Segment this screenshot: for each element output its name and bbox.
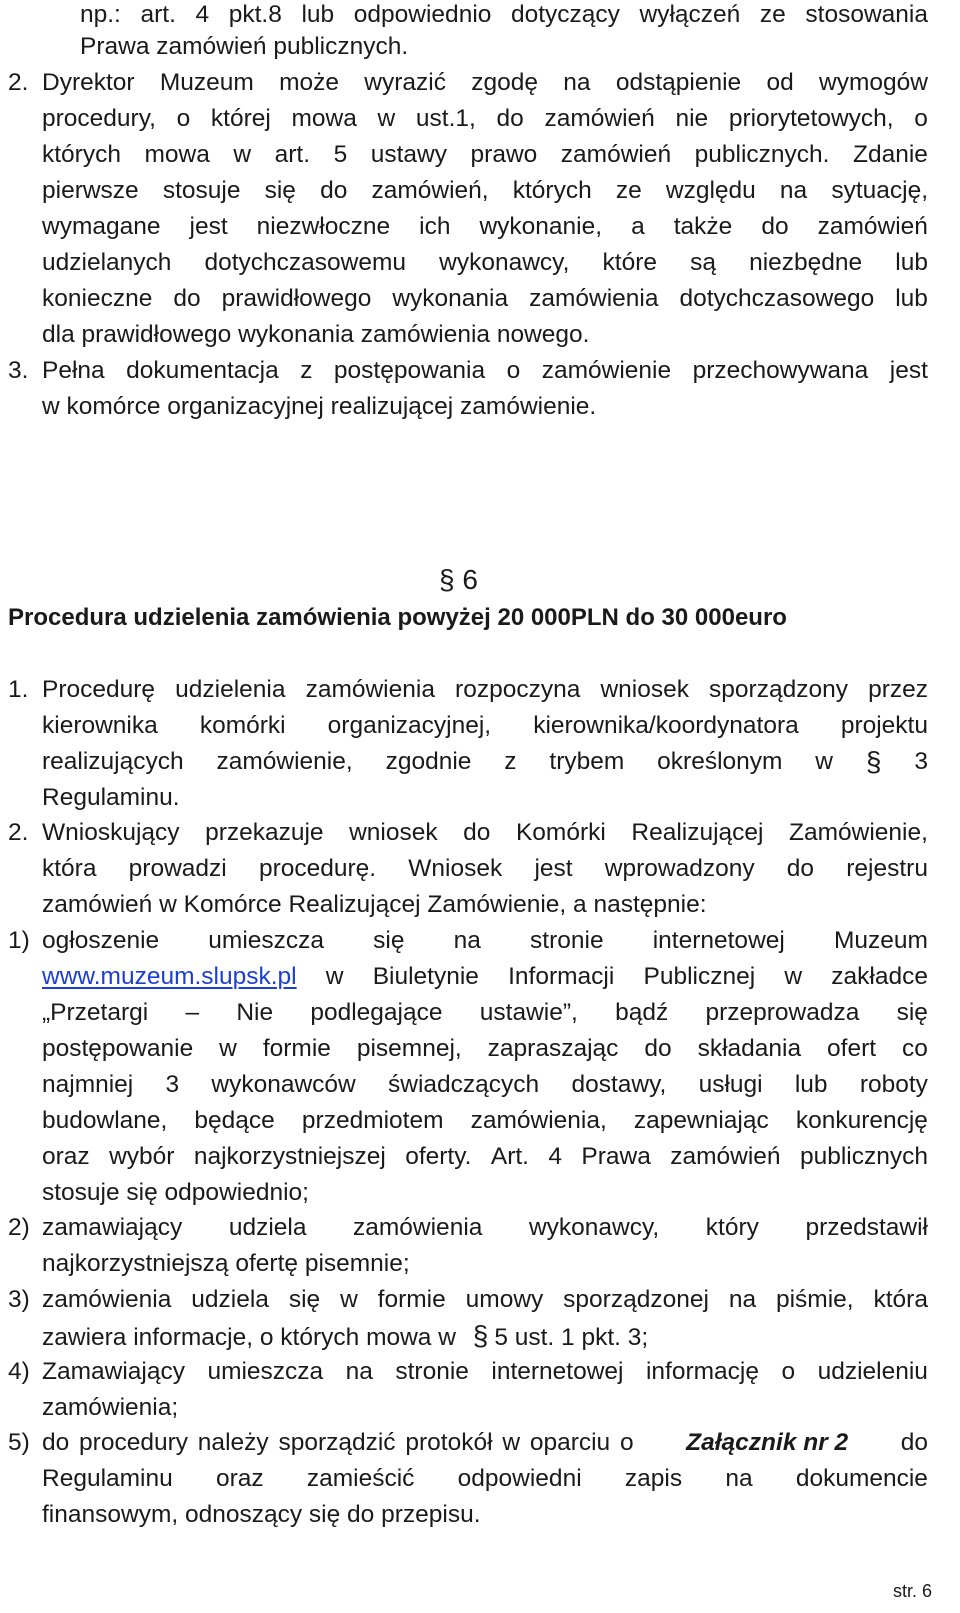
paragraph-2-line-2 [42,104,928,134]
list-item-1-line-1 [42,926,928,956]
word: jest [534,855,573,882]
section-number: 6 [462,564,478,595]
word: w [219,1035,237,1062]
word: w [815,748,833,775]
word: jest [889,357,928,384]
word: zapraszając [487,1035,619,1062]
word: komórki [199,712,286,739]
word: sporządzony [709,676,848,703]
word: na [345,1358,373,1385]
word: Zdanie [853,141,928,168]
list-item-5-line-1 [42,1428,928,1458]
word: przeprowadza [705,999,860,1026]
word: Dyrektor [42,69,135,96]
paragraph-2-line-6 [42,248,928,278]
section-title: Procedura udzielenia zamówienia powyżej 20 000PLN do 30 000euro [8,604,787,631]
word: nie [675,105,709,132]
word: do [786,855,815,882]
word: która [873,1286,928,1313]
paragraph-2-line-8: dla prawidłowego wykonania zamówienia nowego. [42,321,590,348]
paragraph-3-line-1 [42,356,928,386]
word: zamawiający [42,1214,183,1241]
list-item-4-line-1 [42,1357,928,1387]
word: ze [759,1,786,28]
word: 4 [548,1143,563,1170]
section-item-2-line-2 [42,854,928,884]
word: wymogów [819,69,928,96]
word: – [185,999,200,1026]
list-item-1-line-8: stosuje się odpowiednio; [42,1179,309,1206]
word: sporządzonej [563,1286,709,1313]
word: których [512,177,592,204]
word: udzieleniu [817,1358,928,1385]
word: rozpoczyna [455,676,581,703]
word: Pełna [42,357,105,384]
paragraph-3-number: 3. [8,357,29,384]
word: wykonawcy, [528,1214,660,1241]
word: zamieścić [306,1465,415,1492]
word: są [690,249,716,276]
section-item-1-number: 1. [8,676,29,703]
word: organizacyjnej, [327,712,492,739]
paragraph-2-line-3 [42,140,928,170]
word: niezbędne [749,249,863,276]
list-item-3-line-1 [42,1285,928,1315]
paragraph-2-line-7 [42,284,928,314]
word: wybór [109,1143,175,1170]
word: zamówienia, [470,1107,607,1134]
word: do [173,285,201,312]
word: odpowiedni [457,1465,582,1492]
word: na [563,69,591,96]
list-item-5-number: 5) [8,1429,30,1456]
word: Prawa [581,1143,651,1170]
word: Muzeum [159,69,254,96]
word: roboty [859,1071,928,1098]
word: się [288,1286,321,1313]
page-number: str. 6 [892,1581,932,1601]
word: „Przetargi [42,999,149,1026]
word: rejestru [846,855,928,882]
word: 3 [914,748,928,775]
list-item-3-reference: 5 ust. 1 pkt. 3; [494,1324,649,1351]
word: umieszcza [208,927,325,954]
word: przekazuje [205,819,324,846]
word: Zamawiający [42,1358,185,1385]
word: kierownika [42,712,158,739]
word: które [602,249,657,276]
section-item-1-line-4: Regulaminu. [42,784,180,811]
word: który [705,1214,759,1241]
word: formie [377,1286,446,1313]
word: oferty. [405,1143,472,1170]
word: Komórki [515,819,606,846]
word: prawo [470,141,538,168]
list-item-2-line-2: najkorzystniejszą ofertę pisemnie; [42,1250,410,1277]
word: składania [697,1035,802,1062]
section-item-1-line-2 [42,711,928,741]
word: zapewniając [633,1107,769,1134]
word: lub [794,1071,828,1098]
attachment-reference: Załącznik nr 2 [686,1429,849,1456]
word: do [761,213,789,240]
word: zapis [624,1465,683,1492]
list-item-5-line-2 [42,1464,928,1494]
word: ich [419,213,451,240]
word: wprowadzony [604,855,755,882]
word: internetowej [491,1358,624,1385]
word: umowy [465,1286,544,1313]
list-item-5-line-3: finansowym, odnoszący się do przepisu. [42,1501,481,1528]
word: zamówienia [529,285,659,312]
word: np.: [80,1,121,28]
word: będące [194,1107,275,1134]
paragraph-2-line-5 [42,212,928,242]
word: formie [262,1035,331,1062]
word: się [896,999,928,1026]
list-item-5-text: do procedury należy sporządzić protokół w oparciu o [42,1429,634,1456]
word: trybem [549,748,625,775]
word: także [673,213,733,240]
word: Muzeum [833,927,928,954]
list-item-3-line-2 [42,1321,928,1351]
list-item-4-number: 4) [8,1358,30,1385]
word: oraz [42,1143,90,1170]
word: Zamówienie, [789,819,928,846]
word: dokumentacja [126,357,279,384]
word: Procedurę [42,676,156,703]
word: wykonawców [211,1071,356,1098]
word: lub [895,285,928,312]
word: ustawie”, [479,999,578,1026]
word: udzielenia [175,676,286,703]
section-item-1-line-1 [42,675,928,705]
word: których [42,141,121,168]
word: ze [615,177,642,204]
word: co [902,1035,928,1062]
word: jest [189,213,228,240]
list-item-3-number: 3) [8,1286,30,1313]
word: lub [301,1,335,28]
word: Biuletynie [372,963,479,990]
word: oraz [215,1465,264,1492]
word: mowa [291,105,357,132]
word: zamówienia [305,676,435,703]
word: projektu [840,712,928,739]
word: dotychczasowemu [204,249,407,276]
word: wymagane [42,213,161,240]
word: określonym [657,748,783,775]
word: w [377,105,396,132]
word: wykonanie, [479,213,603,240]
word: najkorzystniejszej [193,1143,386,1170]
word: umieszcza [207,1358,324,1385]
word: 3 [165,1071,180,1098]
word: ustawy [370,141,447,168]
word: do [320,177,348,204]
word: w [325,963,344,990]
list-item-3-text: zawiera informacje, o których mowa w [42,1324,456,1351]
paragraph-3-line-2: w komórce organizacyjnej realizującej zamówienie. [42,393,597,420]
word: do [644,1035,672,1062]
paragraph-sign-icon: § [865,746,882,777]
section-item-2-line-3: zamówień w Komórce Realizującej Zamówienie, a następnie: [42,891,707,918]
word: prawidłowego [221,285,372,312]
intro-line-1 [80,0,928,30]
word: zamówień [544,105,655,132]
word: której [210,105,271,132]
word: pkt.8 [228,1,282,28]
word: o [781,1358,796,1385]
word: do [463,819,491,846]
word: ofert [827,1035,877,1062]
word: priorytetowych, [728,105,894,132]
word: zamówienie, [216,748,353,775]
word: przedmiotem [301,1107,444,1134]
word: świadczących [388,1071,540,1098]
word: w [233,141,252,168]
list-item-5-text-end: do [900,1429,928,1456]
word: z [300,357,313,384]
word: przechowywana [692,357,869,384]
word: wyłączeń [639,1,741,28]
word: zamówienia [42,1286,172,1313]
word: internetowej [652,927,785,954]
word: stronie [395,1358,469,1385]
word: a [631,213,645,240]
word: procedurę. [258,855,377,882]
list-item-1-line-3 [42,998,928,1028]
word: Regulaminu [42,1465,173,1492]
word: od [766,69,794,96]
website-link[interactable]: www.muzeum.slupsk.pl [42,963,297,990]
word: dostawy, [571,1071,667,1098]
word: wyrazić [364,69,446,96]
list-item-1-number: 1) [8,927,30,954]
word: o [506,357,521,384]
word: się [264,177,296,204]
word: Wniosek [408,855,503,882]
list-item-1-line-5 [42,1070,928,1100]
word: stosowania [805,1,928,28]
word: pisemnej, [356,1035,462,1062]
word: realizujących [42,748,184,775]
word: z [504,748,517,775]
word: w [784,963,803,990]
word: lub [895,249,928,276]
word: konieczne [42,285,153,312]
word: dokumencie [795,1465,928,1492]
word: zamówień [817,213,928,240]
paragraph-sign-icon: § [439,564,455,595]
paragraph-2-number: 2. [8,69,29,96]
word: postępowania [333,357,486,384]
word: zgodę [471,69,539,96]
word: mowa [144,141,210,168]
word: się [373,927,405,954]
list-item-1-line-7 [42,1142,928,1172]
word: Nie [236,999,274,1026]
list-item-1-line-4 [42,1034,928,1064]
word: może [279,69,340,96]
word: prowadzi [128,855,227,882]
list-item-2-number: 2) [8,1214,30,1241]
word: zamówienia [353,1214,483,1241]
word: zamówienie [541,357,672,384]
word: na [453,927,481,954]
word: wykonania [392,285,509,312]
word: budowlane, [42,1107,168,1134]
word: procedury, [42,105,156,132]
word: postępowanie [42,1035,194,1062]
word: usługi [698,1071,763,1098]
word: publicznych [799,1143,928,1170]
word: dotyczący [511,1,620,28]
word: art. [274,141,311,168]
word: 4 [195,1,210,28]
word: zgodnie [385,748,472,775]
word: dotychczasowego [679,285,875,312]
word: sytuację, [831,177,928,204]
word: udzielanych [42,249,172,276]
word: odpowiednio [353,1,492,28]
word: stosuje [162,177,241,204]
word: która [42,855,97,882]
word: udziela [228,1214,307,1241]
word: wykonawcy, [439,249,570,276]
word: względu [665,177,756,204]
intro-line-2: Prawa zamówień publicznych. [80,33,409,60]
word: Realizującej [631,819,764,846]
word: Art. [490,1143,529,1170]
word: kierownika/koordynatora [533,712,799,739]
word: piśmie, [775,1286,854,1313]
word: zamówień [670,1143,781,1170]
word: zakładce [831,963,928,990]
word: udziela [191,1286,269,1313]
word: o [914,105,928,132]
list-item-4-line-2: zamówienia; [42,1394,179,1421]
word: art. [140,1,176,28]
paragraph-2-line-1 [42,68,928,98]
word: do [496,105,524,132]
word: stronie [530,927,604,954]
list-item-2-line-1 [42,1213,928,1243]
word: na [728,1286,757,1313]
word: wniosek [349,819,438,846]
word: pierwsze [42,177,139,204]
word: na [725,1465,753,1492]
word: zamówień, [371,177,489,204]
paragraph-2-line-4 [42,176,928,206]
word: wniosek [600,676,689,703]
word: podlegające [310,999,443,1026]
list-item-1-line-2 [42,962,928,992]
word: przedstawił [805,1214,928,1241]
word: w [340,1286,358,1313]
word: ust.1, [415,105,476,132]
section-item-2-line-1 [42,818,928,848]
word: zamówień [560,141,672,168]
word: Wnioskujący [42,819,180,846]
word: konkurencję [795,1107,928,1134]
word: odstąpienie [615,69,742,96]
word: ogłoszenie [42,927,160,954]
word: 5 [333,141,348,168]
word: najmniej [42,1071,134,1098]
word: na [779,177,808,204]
word: niezwłoczne [256,213,391,240]
word: o [176,105,191,132]
section-item-1-line-3 [42,747,928,777]
word: przez [868,676,928,703]
paragraph-sign-icon: § [472,1320,489,1351]
word: informację [645,1358,759,1385]
section-sign [439,565,478,595]
section-item-2-number: 2. [8,819,29,846]
list-item-1-line-6 [42,1106,928,1136]
word: Informacji [508,963,615,990]
word: bądź [615,999,669,1026]
word: publicznych. [694,141,830,168]
word: Publicznej [643,963,756,990]
